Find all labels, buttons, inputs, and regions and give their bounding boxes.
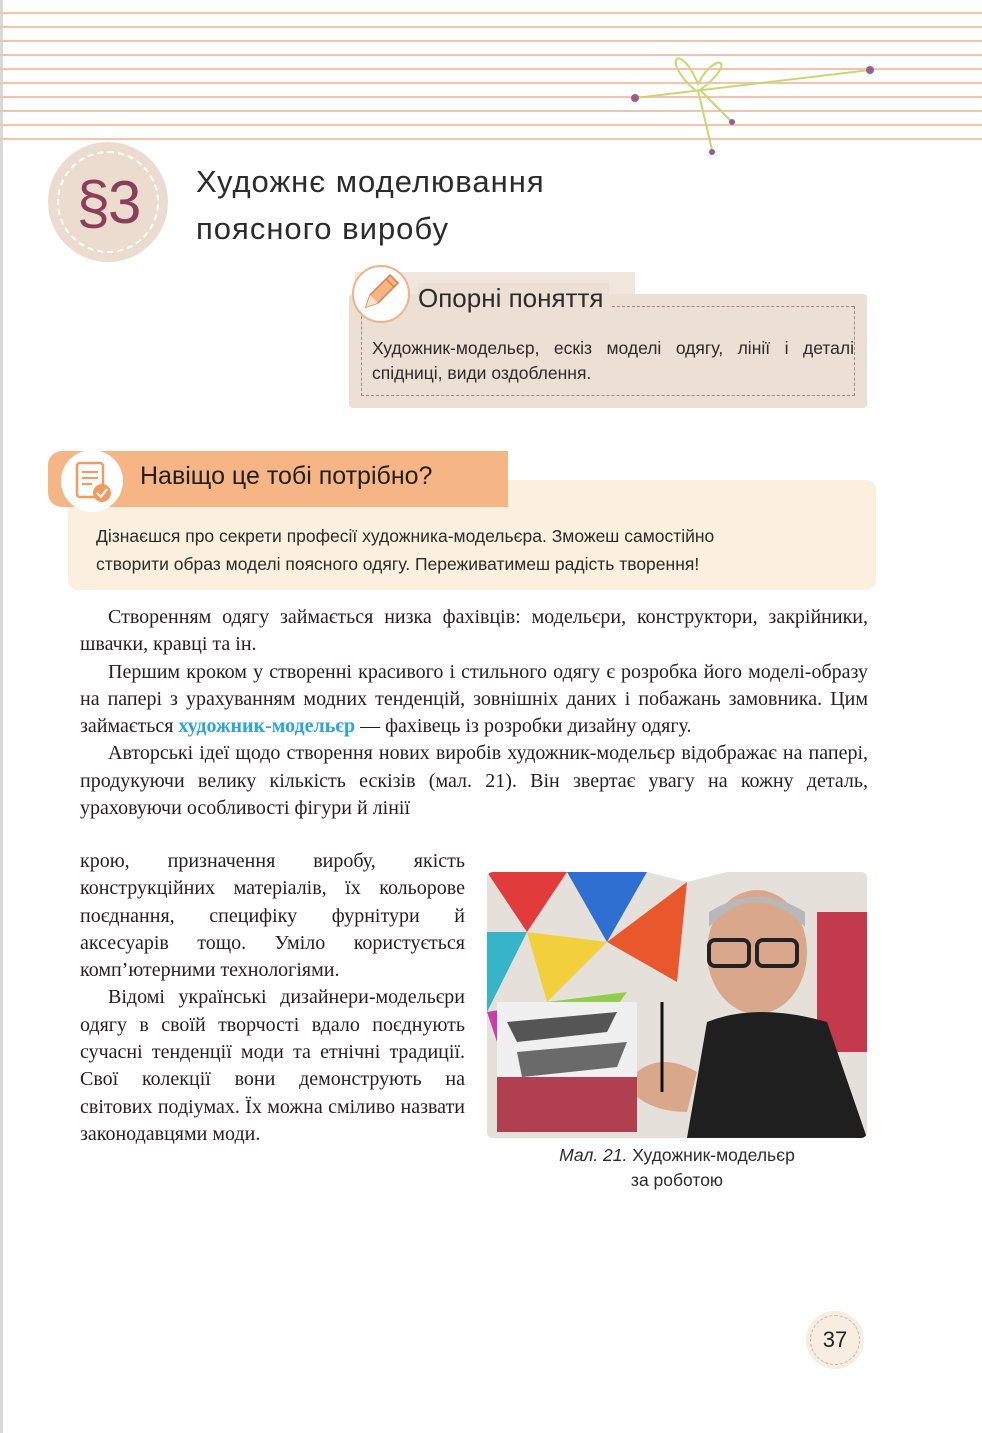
term-fashion-designer: художник-модельєр xyxy=(178,715,356,738)
key-concepts-dashed-rule xyxy=(612,306,854,307)
chapter-title-line2: поясного виробу xyxy=(196,211,449,246)
figure-caption-line2: за роботою xyxy=(630,1170,724,1190)
key-concepts-heading: Опорні поняття xyxy=(418,283,609,314)
ribbon-bow-decoration xyxy=(620,40,890,160)
paragraph-2-end: — фахівець із розробки дизайну одягу. xyxy=(355,715,692,738)
paragraph-2 xyxy=(80,659,868,741)
why-needed-line2: створити образ моделі поясного одягу. Переживатимеш радість творення! xyxy=(96,554,700,574)
pencil-icon xyxy=(350,263,412,325)
page-number-text: 37 xyxy=(822,1327,848,1352)
why-needed-heading: Навіщо це тобі потрібно? xyxy=(140,462,433,490)
figure-caption-line1 xyxy=(500,1143,854,1168)
designer-photo xyxy=(487,872,867,1138)
figure-caption xyxy=(500,1143,854,1193)
key-concepts-text: Художник-модельєр, ескіз моделі одягу, лінії і деталі спідниці, види оздоблення. xyxy=(372,338,854,383)
chapter-title-line1: Художнє моделювання xyxy=(196,164,545,199)
paragraph-3-continued: крою, призначення виробу, якість конструкційних матеріалів, їх кольорове поєднання, специфіку фурнітури й аксесуарів тощо. Уміло користується комп’ютерними технологіями. xyxy=(80,850,465,982)
paragraph-2-start: Першим кроком у створенні красивого і стильного одягу є розробка його моделі-образу на папері з урахуванням модних тенденцій, зовнішніх даних і побажань замовника. Цим займається xyxy=(80,660,868,738)
designer-photo-illustration xyxy=(487,872,867,1138)
figure-label: Мал. 21. xyxy=(559,1145,628,1165)
figure-caption-text: Художник-модельєр xyxy=(627,1145,795,1165)
page-number xyxy=(806,1311,864,1369)
paragraph-3-start: Авторські ідеї щодо створення нових виробів художник-модельєр відображає на папері, продукуючи велику кількість ескізів (мал. 21). Він звертає увагу на кожну деталь, ураховуючи особливості фігури й лінії xyxy=(80,742,868,820)
section-number: §3 xyxy=(76,168,140,236)
chapter-title xyxy=(196,158,656,252)
body-text-column xyxy=(80,848,465,1148)
page-edge xyxy=(0,0,3,1433)
why-needed-line1: Дізнаєшся про секрети професії художника-модельєра. Зможеш самостійно xyxy=(96,526,715,546)
paragraph-1: Створенням одягу займається низка фахівців: модельєри, конструктори, закрійники, швачки, кравці та ін. xyxy=(80,606,868,656)
why-needed-text xyxy=(96,522,876,578)
paragraph-4: Відомі українські дизайнери-модельєри одягу в своїй творчості вдало поєднують сучасні тенденції моди та етнічні традиції. Свої колекції вони демонструють на світових подіумах. Їх можна сміливо назвати законодавцями моди. xyxy=(80,986,465,1145)
section-badge xyxy=(48,142,168,262)
body-text-full-width xyxy=(80,604,868,822)
checklist-icon xyxy=(58,447,126,515)
